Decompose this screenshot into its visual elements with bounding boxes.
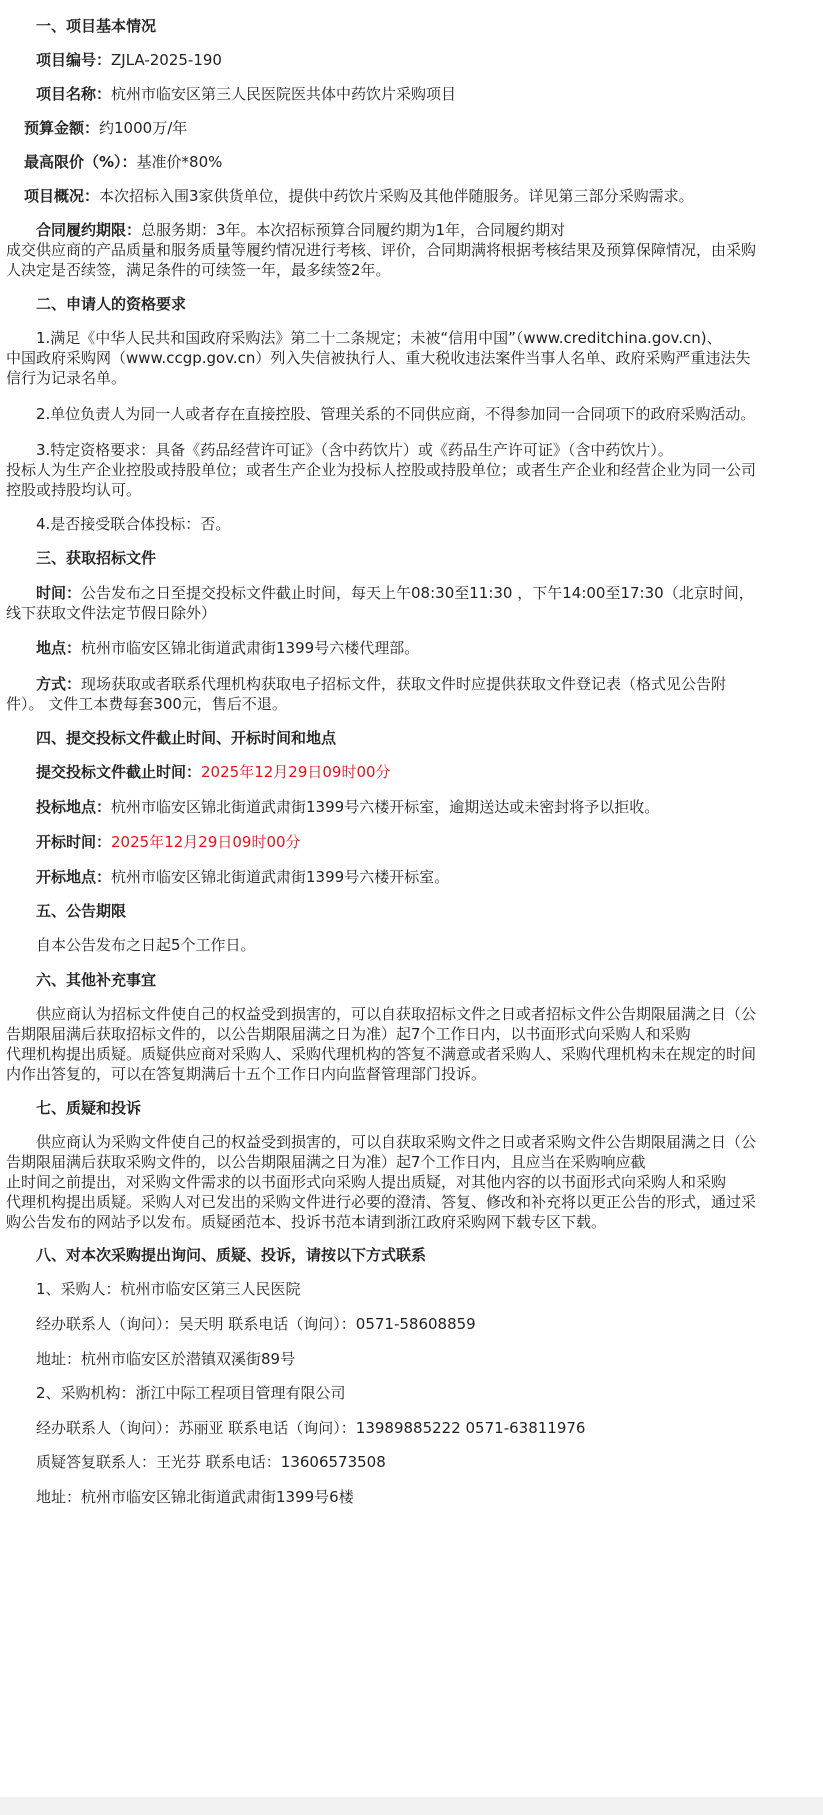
purchaser: 1、采购人：杭州市临安区第三人民医院 — [36, 1280, 301, 1298]
contract-line-1: 总服务期：3年。本次招标预算合同履约期为1年，合同履约期对 — [141, 221, 566, 239]
obtain-time-line-2: 线下获取文件法定节假日除外） — [6, 604, 217, 622]
overview-label: 项目概况： — [24, 187, 100, 205]
agency: 2、采购机构：浙江中际工程项目管理有限公司 — [36, 1384, 346, 1402]
section-7-heading: 七、质疑和投诉 — [36, 1099, 142, 1117]
requirement-2: 2.单位负责人为同一人或者存在直接控股、管理关系的不同供应商，不得参加同一合同项下的政府采购活动。 — [36, 405, 756, 423]
complaint-line-2: 告期限届满后获取采购文件的，以公告期限届满之日为准）起7个工作日内，且应当在采购响应截 — [6, 1153, 646, 1171]
supplement-line-4: 内作出答复的，可以在答复期满后十五个工作日内向监督管理部门投诉。 — [6, 1065, 487, 1083]
requirement-1-line-3: 信行为记录名单。 — [6, 369, 127, 387]
opening-time-value: 2025年12月29日09时00分 — [111, 833, 301, 851]
project-number — [36, 50, 823, 70]
contract-label: 合同履约期限： — [36, 221, 142, 239]
obtain-time — [36, 583, 823, 603]
budget-value: 约1000万/年 — [99, 119, 188, 137]
complaint-line-3: 止时间之前提出，对采购文件需求的以书面形式向采购人提出质疑，对其他内容的以书面形式向采购人和采购 — [6, 1173, 727, 1191]
deadline-label: 提交投标文件截止时间： — [36, 763, 202, 781]
complaint-line-5: 购公告发布的网站予以发布。质疑函范本、投诉书范本请到浙江政府采购网下载专区下载。 — [6, 1213, 607, 1231]
obtain-method — [36, 674, 823, 694]
max-limit-label: 最高限价（%）： — [24, 153, 137, 171]
obtain-place-value: 杭州市临安区锦北街道武肃街1399号六楼代理部。 — [81, 639, 420, 657]
contract-line-3: 人决定是否续签，满足条件的可续签一年，最多续签2年。 — [6, 261, 391, 279]
purchaser-contact: 经办联系人（询问）：吴天明 联系电话（询问）：0571-58608859 — [36, 1315, 476, 1333]
project-name-value: 杭州市临安区第三人民医院医共体中药饮片采购项目 — [111, 85, 457, 103]
opening-place-value: 杭州市临安区锦北街道武肃街1399号六楼开标室。 — [111, 868, 450, 886]
project-overview — [24, 186, 823, 206]
opening-place-label: 开标地点： — [36, 868, 112, 886]
footer-bar — [0, 1797, 823, 1815]
overview-value: 本次招标入围3家供货单位，提供中药饮片采购及其他伴随服务。详见第三部分采购需求。 — [99, 187, 694, 205]
section-1-heading: 一、项目基本情况 — [36, 17, 157, 35]
obtain-method-line-2: 件）。 文件工本费每套300元，售后不退。 — [6, 695, 287, 713]
requirement-1-line-2: 中国政府采购网（www.ccgp.gov.cn）列入失信被执行人、重大税收违法案件当事人名单、政府采购严重违法失 — [6, 349, 751, 367]
project-name — [36, 84, 823, 104]
opening-place — [36, 867, 823, 887]
contract-period — [36, 220, 823, 240]
contract-line-2: 成交供应商的产品质量和服务质量等履约情况进行考核、评价，合同期满将根据考核结果及预算保障情况，由采购 — [6, 241, 757, 259]
obtain-time-label: 时间： — [36, 584, 82, 602]
submission-deadline — [36, 762, 823, 782]
agency-contact: 经办联系人（询问）：苏丽亚 联系电话（询问）：13989885222 0571-63811976 — [36, 1419, 586, 1437]
obtain-method-label: 方式： — [36, 675, 82, 693]
deadline-value: 2025年12月29日09时00分 — [201, 763, 391, 781]
supplement-line-2: 告期限届满后获取招标文件的，以公告期限届满之日为准）起7个工作日内，以书面形式向采购人和采购 — [6, 1025, 691, 1043]
requirement-1-line-1: 1.满足《中华人民共和国政府采购法》第二十二条规定；未被“信用中国”（www.creditchina.gov.cn)、 — [36, 329, 722, 347]
bid-place — [36, 797, 823, 817]
complaint-line-1: 供应商认为采购文件使自己的权益受到损害的，可以自获取采购文件之日或者采购文件公告期限届满之日（公 — [36, 1133, 757, 1151]
section-8-heading: 八、对本次采购提出询问、质疑、投诉，请按以下方式联系 — [36, 1246, 427, 1264]
purchaser-address: 地址：杭州市临安区於潜镇双溪街89号 — [36, 1350, 296, 1368]
budget — [24, 118, 823, 138]
supplement-line-3: 代理机构提出质疑。质疑供应商对采购人、采购代理机构的答复不满意或者采购人、采购代理机构未在规定的时间 — [6, 1045, 757, 1063]
bid-place-label: 投标地点： — [36, 798, 112, 816]
obtain-method-line-1: 现场获取或者联系代理机构获取电子招标文件，获取文件时应提供获取文件登记表（格式见公告附 — [81, 675, 727, 693]
opening-time — [36, 832, 823, 852]
requirement-4: 4.是否接受联合体投标：否。 — [36, 515, 231, 533]
agency-reply-contact: 质疑答复联系人：王光芬 联系电话：13606573508 — [36, 1453, 386, 1471]
obtain-place — [36, 638, 823, 658]
complaint-line-4: 代理机构提出质疑。采购人对已发出的采购文件进行必要的澄清、答复、修改和补充将以更正公告的形式，通过采 — [6, 1193, 757, 1211]
obtain-time-line-1: 公告发布之日至提交投标文件截止时间，每天上午08:30至11:30 ，下午14:00至17:30（北京时间， — [81, 584, 754, 602]
requirement-3-line-2: 投标人为生产企业控股或持股单位；或者生产企业为投标人控股或持股单位；或者生产企业和经营企业为同一公司 — [6, 461, 757, 479]
max-limit — [24, 152, 823, 172]
requirement-3-line-3: 控股或持股均认可。 — [6, 481, 142, 499]
max-limit-value: 基准价*80% — [136, 153, 223, 171]
project-number-label: 项目编号： — [36, 51, 112, 69]
project-name-label: 项目名称： — [36, 85, 112, 103]
obtain-place-label: 地点： — [36, 639, 82, 657]
agency-address: 地址：杭州市临安区锦北街道武肃街1399号6楼 — [36, 1488, 354, 1506]
requirement-3-line-1: 3.特定资格要求：具备《药品经营许可证》（含中药饮片）或《药品生产许可证》（含中药饮片）。 — [36, 441, 673, 459]
section-6-heading: 六、其他补充事宜 — [36, 971, 157, 989]
section-3-heading: 三、获取招标文件 — [36, 549, 157, 567]
project-number-value: ZJLA-2025-190 — [111, 51, 222, 69]
section-4-heading: 四、提交投标文件截止时间、开标时间和地点 — [36, 729, 337, 747]
notice-period: 自本公告发布之日起5个工作日。 — [36, 936, 256, 954]
section-2-heading: 二、申请人的资格要求 — [36, 295, 187, 313]
supplement-line-1: 供应商认为招标文件使自己的权益受到损害的，可以自获取招标文件之日或者招标文件公告期限届满之日（公 — [36, 1005, 757, 1023]
bid-place-value: 杭州市临安区锦北街道武肃街1399号六楼开标室，逾期送达或未密封将予以拒收。 — [111, 798, 660, 816]
opening-time-label: 开标时间： — [36, 833, 112, 851]
section-5-heading: 五、公告期限 — [36, 902, 127, 920]
budget-label: 预算金额： — [24, 119, 100, 137]
